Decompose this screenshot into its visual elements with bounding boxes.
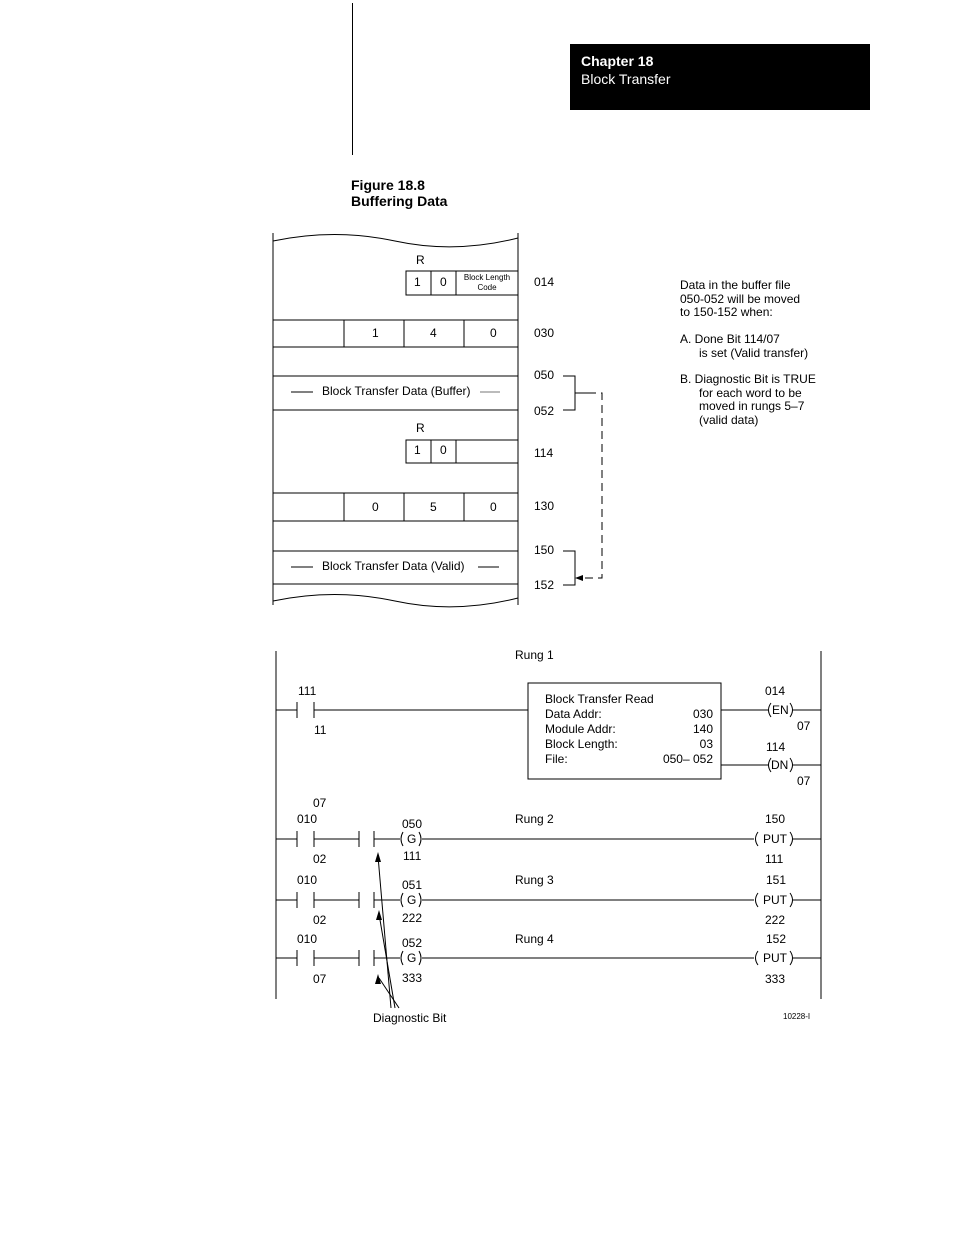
rung2-get-name: G <box>407 832 417 846</box>
addr-130: 130 <box>534 499 555 513</box>
addr-152: 152 <box>534 578 555 592</box>
note-condition-b: B. Diagnostic Bit is TRUE for each word to be moved in rungs 5–7 (valid data) <box>680 372 816 427</box>
addr-052: 052 <box>534 404 555 418</box>
rung4-get-addr: 052 <box>402 936 423 950</box>
chapter-title: Block Transfer <box>581 71 671 87</box>
rung3-put-name: PUT <box>763 893 787 907</box>
btr-block-length-key: Block Length: <box>545 737 618 751</box>
en-coil-name: EN <box>772 703 789 717</box>
rung2-contact-addr: 010 <box>297 812 318 826</box>
map-bottom-wave <box>273 595 518 607</box>
rung4-contact-bit: 07 <box>313 972 327 986</box>
map-014-block-length: Block Length Code <box>463 273 511 292</box>
btr-data-addr-value: 030 <box>692 707 713 721</box>
btr-data-addr-key: Data Addr: <box>545 707 602 721</box>
en-bit: 07 <box>797 719 811 733</box>
chapter-number: Chapter 18 <box>581 53 654 69</box>
rung2-get-value: 111 <box>403 849 422 863</box>
rung4-put-name: PUT <box>763 951 787 965</box>
rung3-contact-addr: 010 <box>297 873 318 887</box>
map-030-cell-1: 1 <box>372 326 379 340</box>
addr-150: 150 <box>534 543 555 557</box>
rung4-label: Rung 4 <box>515 932 554 946</box>
btr-title: Block Transfer Read <box>545 692 654 706</box>
dn-addr: 114 <box>766 740 786 754</box>
addr-030: 030 <box>534 326 555 340</box>
rung2-contact-top-bit: 07 <box>313 796 327 810</box>
note-intro: Data in the buffer file 050-052 will be moved to 150-152 when: <box>680 278 801 319</box>
note-condition-a: A. Done Bit 114/07 is set (Valid transfer) <box>680 332 809 360</box>
dn-bit: 07 <box>797 774 811 788</box>
rung1-contact-addr: 111 <box>298 684 317 698</box>
figure-caption: Buffering Data <box>351 193 448 209</box>
rung3-put-value: 222 <box>765 913 786 927</box>
rung2-put-value: 111 <box>765 852 784 866</box>
map-130-cell-2: 5 <box>430 500 437 514</box>
map-130-cell-1: 0 <box>372 500 379 514</box>
figure-id: 10228-I <box>783 1012 811 1021</box>
btr-block-length-value: 03 <box>699 737 713 751</box>
map-114-cell-1: 1 <box>414 443 421 457</box>
map-130-cell-3: 0 <box>490 500 497 514</box>
addr-114: 114 <box>534 446 554 460</box>
diagnostic-bit-label: Diagnostic Bit <box>373 1011 447 1025</box>
btr-module-addr-value: 140 <box>692 722 713 736</box>
map-030-cell-3: 0 <box>490 326 497 340</box>
dn-coil-name: DN <box>771 758 789 772</box>
rung3-contact-bit: 02 <box>313 913 327 927</box>
rung4-put-value: 333 <box>765 972 786 986</box>
map-014-cell-1: 1 <box>414 275 421 289</box>
map-030-cell-2: 4 <box>430 326 437 340</box>
rung3-put-addr: 151 <box>766 873 787 887</box>
rung3-get-value: 222 <box>402 911 423 925</box>
rung3-get-name: G <box>407 893 417 907</box>
figure-number: Figure 18.8 <box>351 177 425 193</box>
rung4-get-value: 333 <box>402 971 423 985</box>
btr-file-value: 050– 052 <box>662 752 713 766</box>
map-r-label-1: R <box>416 253 425 267</box>
rung4-put-addr: 152 <box>766 932 787 946</box>
rung4-contact-addr: 010 <box>297 932 318 946</box>
map-buffer-label: Block Transfer Data (Buffer) <box>322 384 471 398</box>
rung2-put-name: PUT <box>763 832 787 846</box>
rung2-contact-bit: 02 <box>313 852 327 866</box>
map-top-wave <box>273 235 518 247</box>
rung1-label: Rung 1 <box>515 648 554 662</box>
btr-file-key: File: <box>545 752 568 766</box>
rung3-get-addr: 051 <box>402 878 423 892</box>
en-addr: 014 <box>765 684 786 698</box>
map-014-cell-2: 0 <box>440 275 447 289</box>
map-r-label-2: R <box>416 421 425 435</box>
btr-module-addr-key: Module Addr: <box>545 722 616 736</box>
rung2-label: Rung 2 <box>515 812 554 826</box>
rung1-contact-bit: 11 <box>314 723 327 737</box>
rung2-get-addr: 050 <box>402 817 423 831</box>
rung2-put-addr: 150 <box>765 812 786 826</box>
addr-014: 014 <box>534 275 555 289</box>
map-114-cell-2: 0 <box>440 443 447 457</box>
rung4-get-name: G <box>407 951 417 965</box>
addr-050: 050 <box>534 368 555 382</box>
map-valid-label: Block Transfer Data (Valid) <box>322 559 465 573</box>
rung3-label: Rung 3 <box>515 873 554 887</box>
